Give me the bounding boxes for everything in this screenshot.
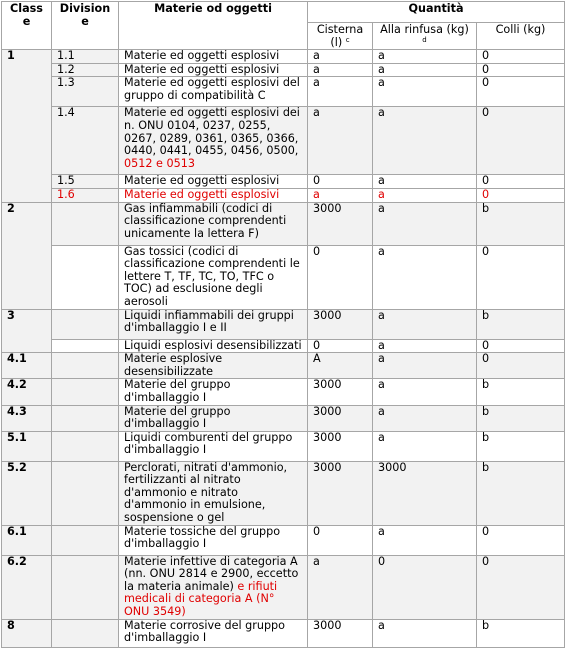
cell-colli: 0 (477, 188, 565, 202)
cell-materie: Materie corrosive del gruppo d'imballaggio I (119, 619, 308, 647)
cell-rinfusa: a (373, 619, 477, 647)
cisterna-unit: (l) (330, 35, 343, 49)
cell-colli: b (477, 619, 565, 647)
cell-materie: Liquidi infiammabili dei gruppi d'imballaggio I e II (119, 309, 308, 339)
header-colli: Colli (kg) (477, 23, 565, 50)
cell-materie: Materie ed oggetti esplosivi del gruppo di compatibilità C (119, 77, 308, 107)
cell-rinfusa: a (373, 525, 477, 555)
cell-materie: Liquidi comburenti del gruppo d'imballaggio I (119, 431, 308, 461)
cell-classe: 4.3 (2, 405, 52, 431)
cell-rinfusa: a (373, 309, 477, 339)
cell-cisterna: a (308, 50, 373, 64)
cell-materie: Materie del gruppo d'imballaggio I (119, 379, 308, 405)
cell-divisione (52, 461, 119, 525)
materie-text: Materie infettive di categoria A (nn. ONU 2814 e 2900, eccetto la materia animale) (124, 554, 299, 593)
cell-colli: 0 (477, 50, 565, 64)
cell-rinfusa: a (373, 405, 477, 431)
table-row (2, 431, 565, 461)
cell-divisione: 1.5 (52, 175, 119, 189)
table-row (2, 555, 565, 619)
cell-cisterna: 0 (308, 245, 373, 309)
cell-classe: 4.1 (2, 353, 52, 379)
cell-cisterna: 3000 (308, 431, 373, 461)
table-row (2, 405, 565, 431)
cell-rinfusa: a (373, 431, 477, 461)
cell-classe: 3 (2, 309, 52, 353)
cell-colli: 0 (477, 107, 565, 175)
table-row (2, 50, 565, 64)
cell-divisione (52, 405, 119, 431)
cell-divisione (52, 309, 119, 339)
table-row (2, 309, 565, 339)
cell-rinfusa: a (373, 77, 477, 107)
cell-classe: 6.1 (2, 525, 52, 555)
table-row (2, 353, 565, 379)
cell-cisterna: 3000 (308, 379, 373, 405)
cell-cisterna: A (308, 353, 373, 379)
header-materie: Materie od oggetti (119, 2, 308, 50)
cell-materie: Materie ed oggetti esplosivi (119, 50, 308, 64)
cell-cisterna: 0 (308, 525, 373, 555)
header-row (2, 2, 565, 23)
cell-materie: Materie ed oggetti esplosivi (119, 188, 308, 202)
cell-cisterna: 3000 (308, 461, 373, 525)
table-row (2, 77, 565, 107)
cell-classe: 5.1 (2, 431, 52, 461)
cell-divisione (52, 379, 119, 405)
cell-divisione: 1.6 (52, 188, 119, 202)
cell-cisterna: a (308, 77, 373, 107)
cell-cisterna: a (308, 63, 373, 77)
table-row (2, 202, 565, 245)
cell-divisione: 1.2 (52, 63, 119, 77)
cell-materie: Perclorati, nitrati d'ammonio, fertilizzanti al nitrato d'ammonio e nitrato d'ammonio in emulsione, sospensione o gel (119, 461, 308, 525)
cell-classe: 8 (2, 619, 52, 647)
table-row (2, 339, 565, 353)
cell-colli: 0 (477, 245, 565, 309)
table-row (2, 619, 565, 647)
cell-colli: b (477, 379, 565, 405)
cell-materie (119, 555, 308, 619)
cell-colli: b (477, 405, 565, 431)
cell-cisterna: a (308, 107, 373, 175)
cell-cisterna: 0 (308, 339, 373, 353)
header-cisterna (308, 23, 373, 50)
cell-rinfusa: 3000 (373, 461, 477, 525)
cell-rinfusa: a (373, 63, 477, 77)
cell-colli: 0 (477, 555, 565, 619)
cell-materie: Materie ed oggetti esplosivi (119, 175, 308, 189)
cell-materie (119, 107, 308, 175)
table-row (2, 107, 565, 175)
cell-classe: 5.2 (2, 461, 52, 525)
cell-rinfusa: a (373, 175, 477, 189)
header-classe: Classe (2, 2, 52, 50)
cell-materie: Gas infiammabili (codici di classificazione comprendenti unicamente la lettera F) (119, 202, 308, 245)
header-rinfusa (373, 23, 477, 50)
cell-colli: b (477, 431, 565, 461)
cell-rinfusa: a (373, 202, 477, 245)
cell-materie: Materie esplosive desensibilizzate (119, 353, 308, 379)
cell-colli: 0 (477, 63, 565, 77)
cell-cisterna: a (308, 188, 373, 202)
table-row (2, 461, 565, 525)
cell-colli: 0 (477, 175, 565, 189)
cell-classe: 6.2 (2, 555, 52, 619)
cell-divisione: 1.3 (52, 77, 119, 107)
cell-rinfusa: a (373, 188, 477, 202)
cell-materie: Materie del gruppo d'imballaggio I (119, 405, 308, 431)
cell-rinfusa: a (373, 353, 477, 379)
table-row (2, 175, 565, 189)
cell-cisterna: 3000 (308, 202, 373, 245)
cell-divisione (52, 555, 119, 619)
cell-cisterna: 3000 (308, 405, 373, 431)
cell-rinfusa: a (373, 339, 477, 353)
materie-text: Materie ed oggetti esplosivi dei n. ONU 0104, 0237, 0255, 0267, 0289, 0361, 0365, 0366, 0440, 0441, 0455, 0456, 0500, (124, 106, 300, 158)
cell-rinfusa: a (373, 50, 477, 64)
cell-rinfusa: 0 (373, 555, 477, 619)
cell-classe: 1 (2, 50, 52, 202)
materie-red-text: e rifiuti medicali di categoria A (N° ONU 3549) (124, 579, 278, 619)
cisterna-footnote: c (345, 35, 350, 44)
rinfusa-footnote: d (422, 35, 427, 44)
cell-colli: b (477, 202, 565, 245)
cisterna-label: Cisterna (316, 23, 364, 36)
cell-materie: Liquidi esplosivi desensibilizzati (119, 339, 308, 353)
cell-colli: 0 (477, 339, 565, 353)
cell-rinfusa: a (373, 245, 477, 309)
cell-rinfusa: a (373, 379, 477, 405)
cell-materie: Gas tossici (codici di classificazione comprendenti le lettere T, TF, TC, TO, TFC o TOC) ad esclusione degli aerosoli (119, 245, 308, 309)
cell-divisione (52, 619, 119, 647)
cell-rinfusa: a (373, 107, 477, 175)
cell-cisterna: a (308, 555, 373, 619)
table-row (2, 379, 565, 405)
cell-divisione (52, 339, 119, 353)
cell-divisione (52, 431, 119, 461)
cell-classe: 2 (2, 202, 52, 309)
cell-materie: Materie tossiche del gruppo d'imballaggio I (119, 525, 308, 555)
cell-colli: b (477, 461, 565, 525)
header-divisione: Divisione (52, 2, 119, 50)
cell-colli: b (477, 309, 565, 339)
cell-colli: 0 (477, 353, 565, 379)
quantity-table (1, 1, 565, 648)
materie-red-text: 0512 e 0513 (124, 156, 195, 170)
rinfusa-label: Alla rinfusa (kg) (380, 23, 469, 36)
cell-divisione: 1.4 (52, 107, 119, 175)
cell-cisterna: 3000 (308, 309, 373, 339)
table-row (2, 188, 565, 202)
cell-colli: 0 (477, 525, 565, 555)
cell-classe: 4.2 (2, 379, 52, 405)
cell-cisterna: 3000 (308, 619, 373, 647)
table-row (2, 245, 565, 309)
cell-divisione (52, 525, 119, 555)
table-row (2, 525, 565, 555)
cell-divisione (52, 353, 119, 379)
cell-materie: Materie ed oggetti esplosivi (119, 63, 308, 77)
cell-divisione: 1.1 (52, 50, 119, 64)
table-row (2, 63, 565, 77)
cell-cisterna: 0 (308, 175, 373, 189)
cell-divisione (52, 245, 119, 309)
cell-divisione (52, 202, 119, 245)
header-quantita: Quantità (308, 2, 565, 23)
cell-colli: 0 (477, 77, 565, 107)
